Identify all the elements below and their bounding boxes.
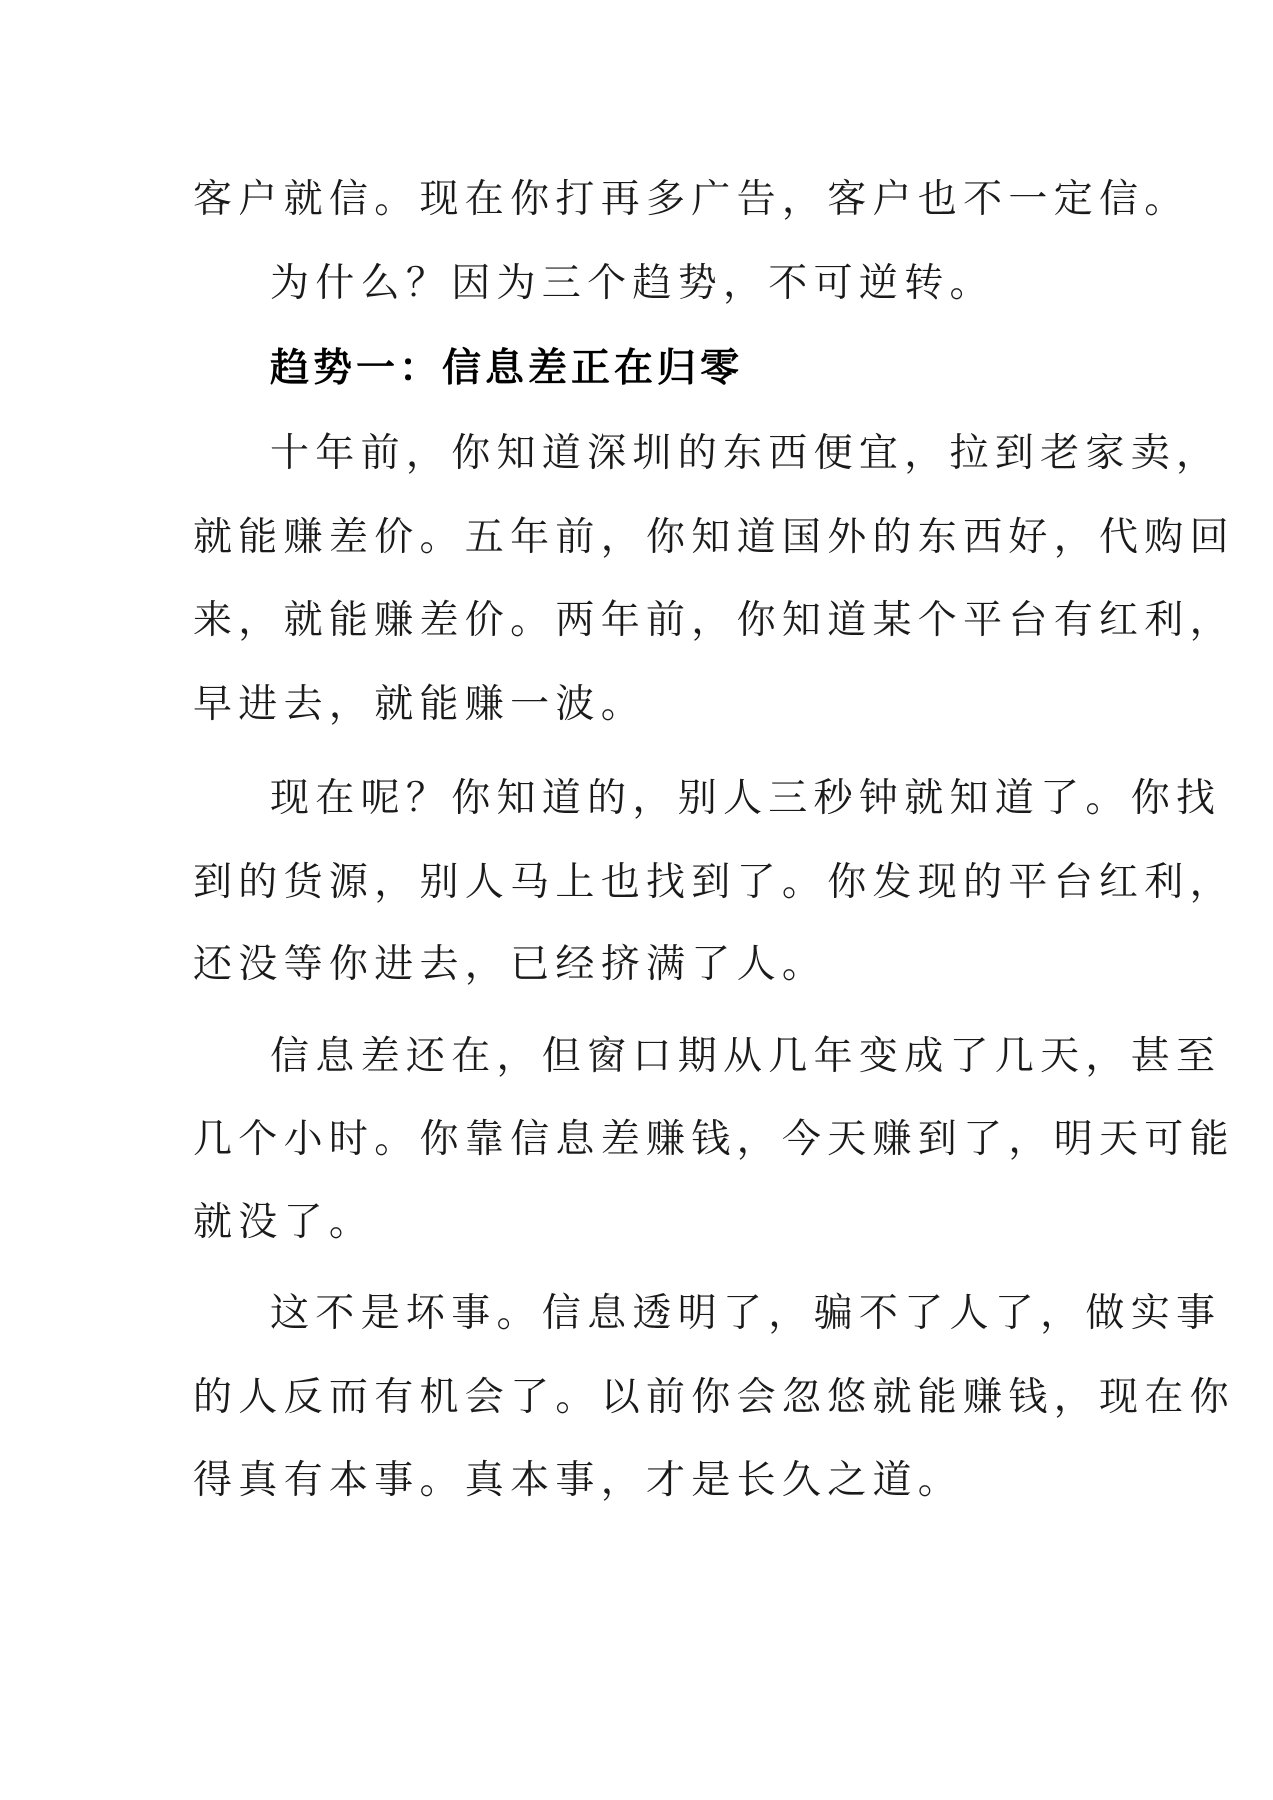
- text-span: 还没等你进去，已经挤满了人。: [193, 942, 828, 987]
- body-text-line: [0, 1193, 1273, 1253]
- text-span: 现在呢？你知道的，别人三秒钟就知道了。你找: [270, 776, 1222, 821]
- text-span: 的人反而有机会了。以前你会忽悠就能赚钱，现在你: [193, 1375, 1235, 1420]
- text-span: 信息差还在，但窗口期从几年变成了几天，甚至: [270, 1034, 1222, 1079]
- text-span: 为什么？因为三个趋势，不可逆转。: [270, 261, 995, 306]
- body-text-line: [0, 170, 1273, 230]
- text-span: 几个小时。你靠信息差赚钱，今天赚到了，明天可能: [193, 1117, 1235, 1162]
- body-text-line: [0, 935, 1273, 995]
- text-span: 客户就信。现在你打再多广告，客户也不一定信。: [193, 177, 1190, 222]
- text-span: 到的货源，别人马上也找到了。你发现的平台红利，: [193, 860, 1235, 905]
- text-span: 趋势一：信息差正在归零: [270, 346, 744, 391]
- section-heading: [0, 339, 1273, 399]
- text-span: 十年前，你知道深圳的东西便宜，拉到老家卖，: [270, 431, 1222, 476]
- body-text-line: [0, 1110, 1273, 1170]
- body-text-line: [0, 1027, 1273, 1087]
- body-text-line: [0, 1368, 1273, 1428]
- body-text-line: [0, 424, 1273, 484]
- text-span: 这不是坏事。信息透明了，骗不了人了，做实事: [270, 1291, 1222, 1336]
- body-text-line: [0, 591, 1273, 651]
- text-span: 就能赚差价。五年前，你知道国外的东西好，代购回: [193, 515, 1235, 560]
- body-text-line: [0, 769, 1273, 829]
- text-span: 就没了。: [193, 1200, 375, 1245]
- text-span: 来，就能赚差价。两年前，你知道某个平台有红利，: [193, 598, 1235, 643]
- body-text-line: [0, 254, 1273, 314]
- body-text-line: [0, 853, 1273, 913]
- text-span: 得真有本事。真本事，才是长久之道。: [193, 1458, 964, 1503]
- body-text-line: [0, 1451, 1273, 1511]
- text-span: 早进去，就能赚一波。: [193, 682, 647, 727]
- body-text-line: [0, 675, 1273, 735]
- body-text-line: [0, 508, 1273, 568]
- body-text-line: [0, 1284, 1273, 1344]
